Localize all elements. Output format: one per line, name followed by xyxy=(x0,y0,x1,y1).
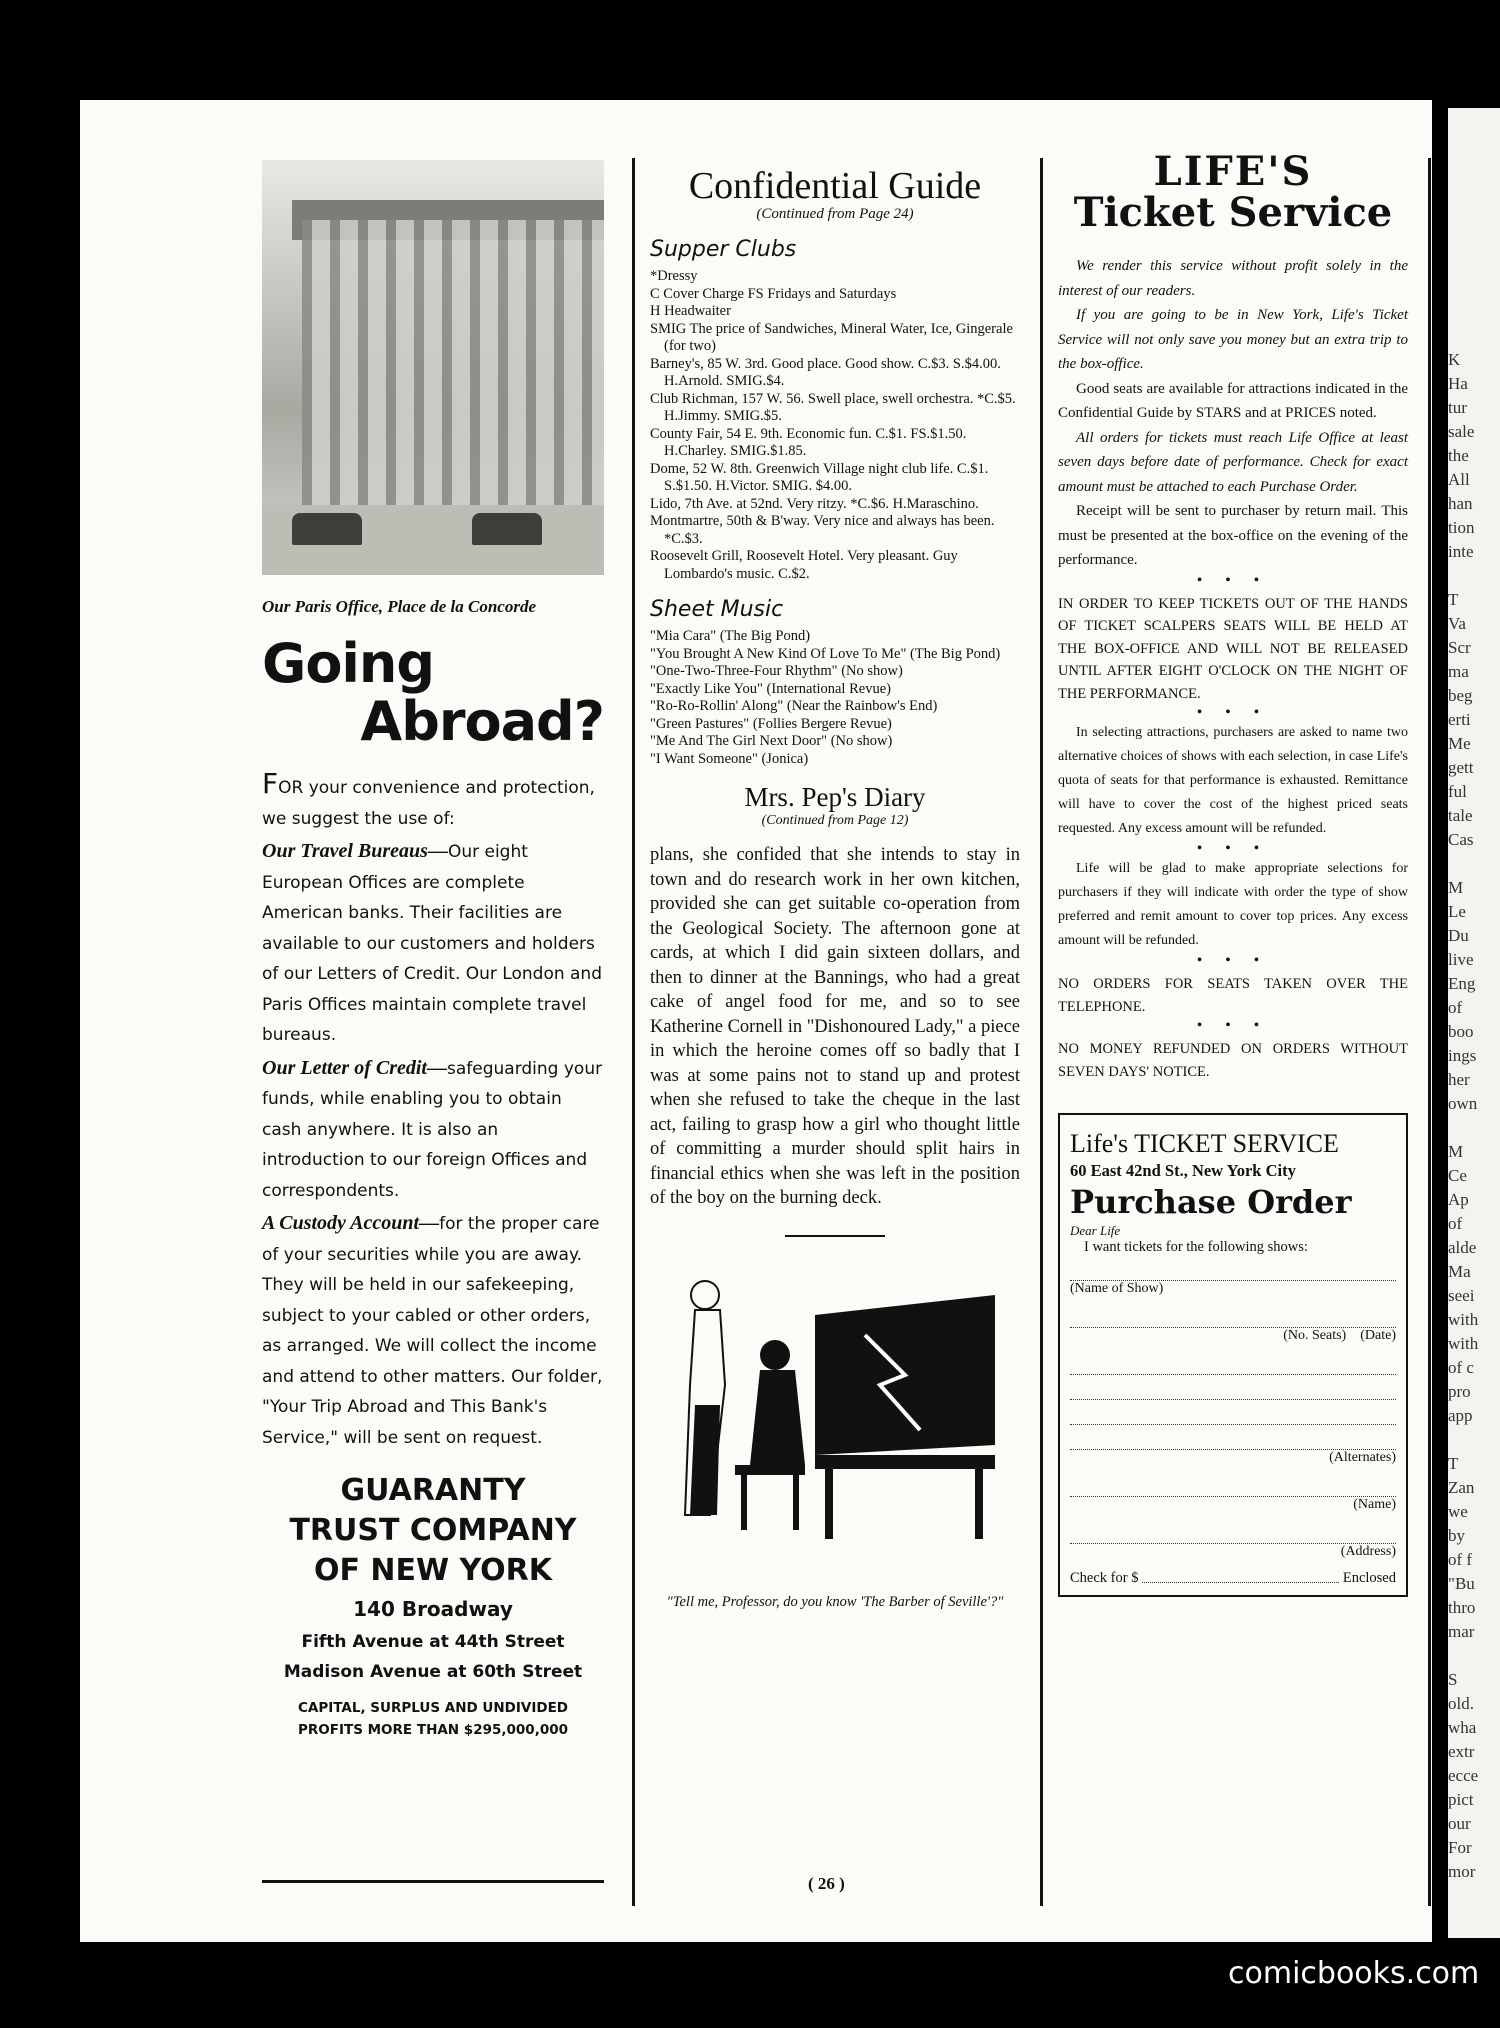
facing-page-fragment: T xyxy=(1448,590,1459,609)
facing-page-fragment: pict xyxy=(1448,1790,1474,1809)
facing-page-fragment: of f xyxy=(1448,1550,1473,1569)
facing-page-fragment: T xyxy=(1448,1454,1459,1473)
headline-line-2: Abroad? xyxy=(360,690,604,753)
order-line[interactable] xyxy=(1070,1375,1396,1400)
facing-page-fragment: Scr xyxy=(1448,638,1471,657)
confidential-guide-column xyxy=(650,160,1020,1611)
ticket-service-title-1: LIFE'S xyxy=(1153,148,1313,195)
facing-page-fragment: Ma xyxy=(1448,1262,1471,1281)
purchase-order-form xyxy=(1058,1113,1408,1597)
club-entry: Club Richman, 157 W. 56. Swell place, swell orchestra. *C.$5. H.Jimmy. SMIG.$5. xyxy=(650,390,1016,424)
facing-page-fragment: app xyxy=(1448,1406,1473,1425)
guaranty-ad xyxy=(262,160,604,1741)
headline-line-1: Going xyxy=(262,632,435,695)
facing-page-fragment: mor xyxy=(1448,1862,1476,1881)
facing-page-fragment: own xyxy=(1448,1094,1478,1113)
branch-1: Fifth Avenue at 44th Street xyxy=(301,1632,565,1652)
ts-para-1: We render this service without profit solely in the interest of our readers. xyxy=(1058,258,1408,299)
column-rule xyxy=(1040,158,1043,1906)
address-field[interactable] xyxy=(1070,1519,1396,1544)
song-entry: "I Want Someone" (Jonica) xyxy=(650,750,809,767)
facing-page-fragment: ecce xyxy=(1448,1766,1479,1785)
ts-caps-2: NO ORDERS FOR SEATS TAKEN OVER THE TELEPHONE. xyxy=(1058,976,1408,1015)
ts-para-3: Good seats are available for attractions indicated in the Confidential Guide by STARS and at PRICES noted. xyxy=(1058,380,1408,421)
check-prefix: Check for $ xyxy=(1070,1570,1139,1586)
show-name-label: (Name of Show) xyxy=(1070,1281,1164,1296)
piano-cartoon xyxy=(665,1255,1005,1585)
column-rule xyxy=(1428,158,1431,1906)
facing-page-fragment: Le xyxy=(1448,902,1466,921)
facing-page-fragment: of xyxy=(1448,998,1463,1017)
letter-of-credit-text: safeguarding your funds, while enabling you to obtain cash anywhere. It is also an introduction to our foreign Offices and correspondents. xyxy=(262,1058,603,1201)
ticket-service-title-2: Ticket Service xyxy=(1073,189,1393,236)
guide-legend xyxy=(650,268,1020,356)
order-salutation: Dear Life xyxy=(1070,1223,1121,1238)
travel-bureaus-heading: Our Travel Bureaus— xyxy=(262,840,448,862)
facing-page-fragment: extr xyxy=(1448,1742,1475,1761)
column-rule xyxy=(632,158,635,1906)
company-name-2: TRUST COMPANY xyxy=(289,1513,577,1548)
facing-page-fragment xyxy=(1448,1644,1500,1668)
page-number: ( 26 ) xyxy=(808,1874,845,1893)
facing-page-fragment xyxy=(1448,1116,1500,1140)
custody-account-heading: A Custody Account— xyxy=(262,1212,440,1234)
facing-page-fragment xyxy=(1448,1428,1500,1452)
order-address: 60 East 42nd St., New York City xyxy=(1070,1161,1296,1180)
bottom-rule xyxy=(262,1880,604,1883)
company-address: 140 Broadway xyxy=(353,1597,513,1621)
separator-dots: • • • xyxy=(1197,1018,1269,1033)
facing-page-fragment: M xyxy=(1448,878,1464,897)
facing-page-fragment: alde xyxy=(1448,1238,1477,1257)
check-suffix: Enclosed xyxy=(1342,1570,1396,1586)
legend-item: H Headwaiter xyxy=(650,303,731,319)
name-field[interactable] xyxy=(1070,1472,1396,1497)
facing-page-fragment: M xyxy=(1448,1142,1464,1161)
facing-page-fragment: her xyxy=(1448,1070,1470,1089)
facing-page-fragment: Ap xyxy=(1448,1190,1469,1209)
diary-title: Mrs. Pep's Diary xyxy=(744,782,926,812)
facing-page-fragment: pro xyxy=(1448,1382,1471,1401)
facing-page-fragment: han xyxy=(1448,494,1473,513)
order-instruction: I want tickets for the following shows: xyxy=(1084,1239,1308,1255)
supper-clubs-heading: Supper Clubs xyxy=(650,237,797,262)
song-entry: "You Brought A New Kind Of Love To Me" (The Big Pond) xyxy=(650,645,1001,662)
ticket-service-body xyxy=(1058,254,1408,1083)
separator-dots: • • • xyxy=(1197,841,1269,856)
legend-item: SMIG The price of Sandwiches, Mineral Water, Ice, Gingerale (for two) xyxy=(650,320,1013,354)
facing-page-fragment: by xyxy=(1448,1526,1465,1545)
show-name-field[interactable] xyxy=(1070,1256,1396,1281)
clubs-list xyxy=(650,356,1020,584)
capital-line-2: PROFITS MORE THAN $295,000,000 xyxy=(297,1722,568,1738)
order-title: Life's TICKET SERVICE xyxy=(1070,1129,1339,1158)
facing-page-fragment: tur xyxy=(1448,398,1467,417)
ts-para-4: All orders for tickets must reach Life Office at least seven days before date of performance. Check for exact amount must be attached to each Purchase Order. xyxy=(1058,429,1408,495)
facing-page-fragment: thro xyxy=(1448,1598,1476,1617)
facing-page-fragment: "Bu xyxy=(1448,1574,1475,1593)
check-amount-field[interactable] xyxy=(1142,1570,1338,1583)
guide-title: Confidential Guide xyxy=(688,165,982,207)
song-entry: "Green Pastures" (Follies Bergere Revue) xyxy=(650,715,892,732)
club-entry: Lido, 7th Ave. at 52nd. Very ritzy. *C.$6. H.Maraschino. xyxy=(650,495,979,512)
song-entry: "Mia Cara" (The Big Pond) xyxy=(650,628,811,644)
facing-page-fragment: ings xyxy=(1448,1046,1477,1065)
ts-para-6: In selecting attractions, purchasers are asked to name two alternative choices of shows with each selection, in case Life's quota of seats for that performance is exhausted. Remittance will have to cover the cost of the highest priced seats requested. Any excess amount will be refunded. xyxy=(1058,725,1408,836)
facing-page-fragment: Ce xyxy=(1448,1166,1467,1185)
facing-page-fragment: tion xyxy=(1448,518,1475,537)
facing-page-fragment: of xyxy=(1448,1214,1463,1233)
facing-page-fragment: All xyxy=(1448,470,1470,489)
facing-page-fragment xyxy=(1448,564,1500,588)
alternates-label: (Alternates) xyxy=(1329,1450,1396,1465)
diary-text: plans, she confided that she intends to stay in town and do research work in her own kitchen, provided she can get suitable co-operation from the Geological Society. The afternoon gone at cards, at which I did gain sixteen dollars, and then to dinner at the Bannings, who had a great cake of angel food for me, and so to see Katherine Cornell in "Dishonoured Lady," a piece in which the heroine comes off so badly that I was at some pains not to stand up and protest when she refused to take the cheque in the last act, failing to grasp how a girl who thought little of committing a murder should split hairs in financial ethics when she was left in the position of the boy on the burning deck. xyxy=(650,845,1020,1208)
facing-page-fragment: beg xyxy=(1448,686,1473,705)
facing-page-fragment: with xyxy=(1448,1310,1479,1329)
capital-line-1: CAPITAL, SURPLUS AND UNDIVIDED xyxy=(297,1700,569,1716)
facing-page-fragment: inte xyxy=(1448,542,1474,561)
photo-caption: Our Paris Office, Place de la Concorde xyxy=(262,597,537,616)
company-name-3: OF NEW YORK xyxy=(313,1553,553,1588)
address-label: (Address) xyxy=(1340,1544,1396,1559)
facing-page-fragment: boo xyxy=(1448,1022,1474,1041)
song-entry: "One-Two-Three-Four Rhythm" (No show) xyxy=(650,663,903,679)
facing-page-fragment: gett xyxy=(1448,758,1474,777)
branch-2: Madison Avenue at 60th Street xyxy=(283,1662,583,1682)
facing-page-fragment: Ha xyxy=(1448,374,1468,393)
alternates-field[interactable] xyxy=(1070,1425,1396,1450)
facing-page-fragment: ful xyxy=(1448,782,1467,801)
legend-item: C Cover Charge FS Fridays and Saturdays xyxy=(650,285,897,302)
club-entry: Barney's, 85 W. 3rd. Good place. Good show. C.$3. S.$4.00. H.Arnold. SMIG.$4. xyxy=(650,355,1001,389)
facing-page-fragment: sale xyxy=(1448,422,1475,441)
ticket-service-column xyxy=(1058,148,1408,1597)
facing-page-fragment: K xyxy=(1448,350,1461,369)
name-label: (Name) xyxy=(1353,1497,1396,1512)
song-entry: "Ro-Ro-Rollin' Along" (Near the Rainbow's End) xyxy=(650,698,938,714)
club-entry: Dome, 52 W. 8th. Greenwich Village night club life. C.$1. S.$1.50. H.Victor. SMIG. $4.00. xyxy=(650,460,989,494)
check-line xyxy=(1070,1570,1396,1587)
ts-para-5: Receipt will be sent to purchaser by return mail. This must be presented at the box-office on the evening of the performance. xyxy=(1058,503,1408,568)
company-name-1: GUARANTY xyxy=(340,1473,526,1508)
club-entry: Roosevelt Grill, Roosevelt Hotel. Very pleasant. Guy Lombardo's music. C.$2. xyxy=(650,548,958,582)
ts-para-2: If you are going to be in New York, Life's Ticket Service will not only save you money but an extra trip to the box-office. xyxy=(1058,307,1408,372)
travel-bureaus-text: Our eight European Offices are complete American banks. Their facilities are available to our customers and holders of our Letters of Credit. Our London and Paris Offices maintain complete travel bureaus. xyxy=(262,842,602,1045)
facing-page-fragment: Cas xyxy=(1448,830,1474,849)
song-entry: "Me And The Girl Next Door" (No show) xyxy=(650,733,893,749)
facing-page-fragment: tale xyxy=(1448,806,1473,825)
facing-page-fragment: of c xyxy=(1448,1358,1474,1377)
paris-office-photo xyxy=(262,160,604,575)
ad-body xyxy=(262,769,604,1453)
seats-label: (No. Seats) xyxy=(1283,1328,1347,1343)
divider xyxy=(785,1235,885,1237)
facing-page-fragment: Eng xyxy=(1448,974,1476,993)
facing-page-fragment: seei xyxy=(1448,1286,1475,1305)
separator-dots: • • • xyxy=(1197,705,1269,720)
facing-page-fragment: Zan xyxy=(1448,1478,1475,1497)
facing-page-fragment: Va xyxy=(1448,614,1466,633)
watermark: comicbooks.com xyxy=(1228,1956,1480,1991)
sheet-music-heading: Sheet Music xyxy=(650,597,784,622)
club-entry: County Fair, 54 E. 9th. Economic fun. C.$1. FS.$1.50. H.Charley. SMIG.$1.85. xyxy=(650,425,967,459)
ad-headline xyxy=(262,632,604,753)
order-heading: Purchase Order xyxy=(1070,1183,1352,1221)
date-label: (Date) xyxy=(1360,1328,1396,1343)
ad-intro: OR your convenience and protection, we suggest the use of: xyxy=(262,778,595,829)
facing-page-fragment xyxy=(1448,852,1500,876)
facing-page-fragment: we xyxy=(1448,1502,1468,1521)
guide-subtitle: (Continued from Page 24) xyxy=(756,206,914,222)
cartoon-caption: "Tell me, Professor, do you know 'The Barber of Seville'?" xyxy=(666,1593,1004,1610)
club-entry: Montmartre, 50th & B'way. Very nice and always has been. *C.$3. xyxy=(650,513,995,547)
ts-para-7: Life will be glad to make appropriate selections for purchasers if they will indicate with order the type of show preferred and remit amount to cover top prices. Any excess amount will be refunded. xyxy=(1058,861,1408,948)
ts-caps-1: IN ORDER TO KEEP TICKETS OUT OF THE HANDS OF TICKET SCALPERS SEATS WILL BE HELD AT THE BOX-OFFICE AND WILL NOT BE RELEASED UNTIL AFTER EIGHT O'CLOCK ON THE NIGHT OF THE PERFORMANCE. xyxy=(1058,595,1408,702)
facing-page-fragment: erti xyxy=(1448,710,1471,729)
facing-page-fragment: S xyxy=(1448,1670,1458,1689)
drop-cap: F xyxy=(262,767,279,800)
company-block xyxy=(262,1471,604,1741)
seats-date-labels xyxy=(1070,1328,1396,1350)
order-line[interactable] xyxy=(1070,1400,1396,1425)
separator-dots: • • • xyxy=(1197,572,1269,588)
facing-page-edge xyxy=(1448,108,1500,1938)
facing-page-fragment: live xyxy=(1448,950,1474,969)
facing-page-fragment: mar xyxy=(1448,1622,1475,1641)
facing-page-fragment: For xyxy=(1448,1838,1472,1857)
facing-page-fragment: with xyxy=(1448,1334,1479,1353)
facing-page-fragment: wha xyxy=(1448,1718,1477,1737)
order-line[interactable] xyxy=(1070,1350,1396,1375)
facing-page-fragment: Du xyxy=(1448,926,1469,945)
custody-account-text: for the proper care of your securities while you are away. They will be held in our safekeeping, subject to your cabled or other orders, as arranged. We will collect the income and attend to other matters. Our folder, "Your Trip Abroad and This Bank's Service," will be sent on request. xyxy=(262,1214,603,1448)
songs-list xyxy=(650,628,1020,768)
letter-of-credit-heading: Our Letter of Credit— xyxy=(262,1056,447,1079)
seats-date-field[interactable] xyxy=(1070,1303,1396,1328)
facing-page-fragment: the xyxy=(1448,446,1469,465)
separator-dots: • • • xyxy=(1197,953,1269,968)
facing-page-fragment: old. xyxy=(1448,1694,1474,1713)
song-entry: "Exactly Like You" (International Revue) xyxy=(650,680,891,697)
facing-page-fragment: Me xyxy=(1448,734,1471,753)
ts-caps-3: NO MONEY REFUNDED ON ORDERS WITHOUT SEVEN DAYS' NOTICE. xyxy=(1058,1041,1408,1080)
diary-subtitle: (Continued from Page 12) xyxy=(761,813,909,828)
facing-page-fragment: our xyxy=(1448,1814,1471,1833)
facing-page-fragment: ma xyxy=(1448,662,1469,681)
legend-item: *Dressy xyxy=(650,268,698,284)
